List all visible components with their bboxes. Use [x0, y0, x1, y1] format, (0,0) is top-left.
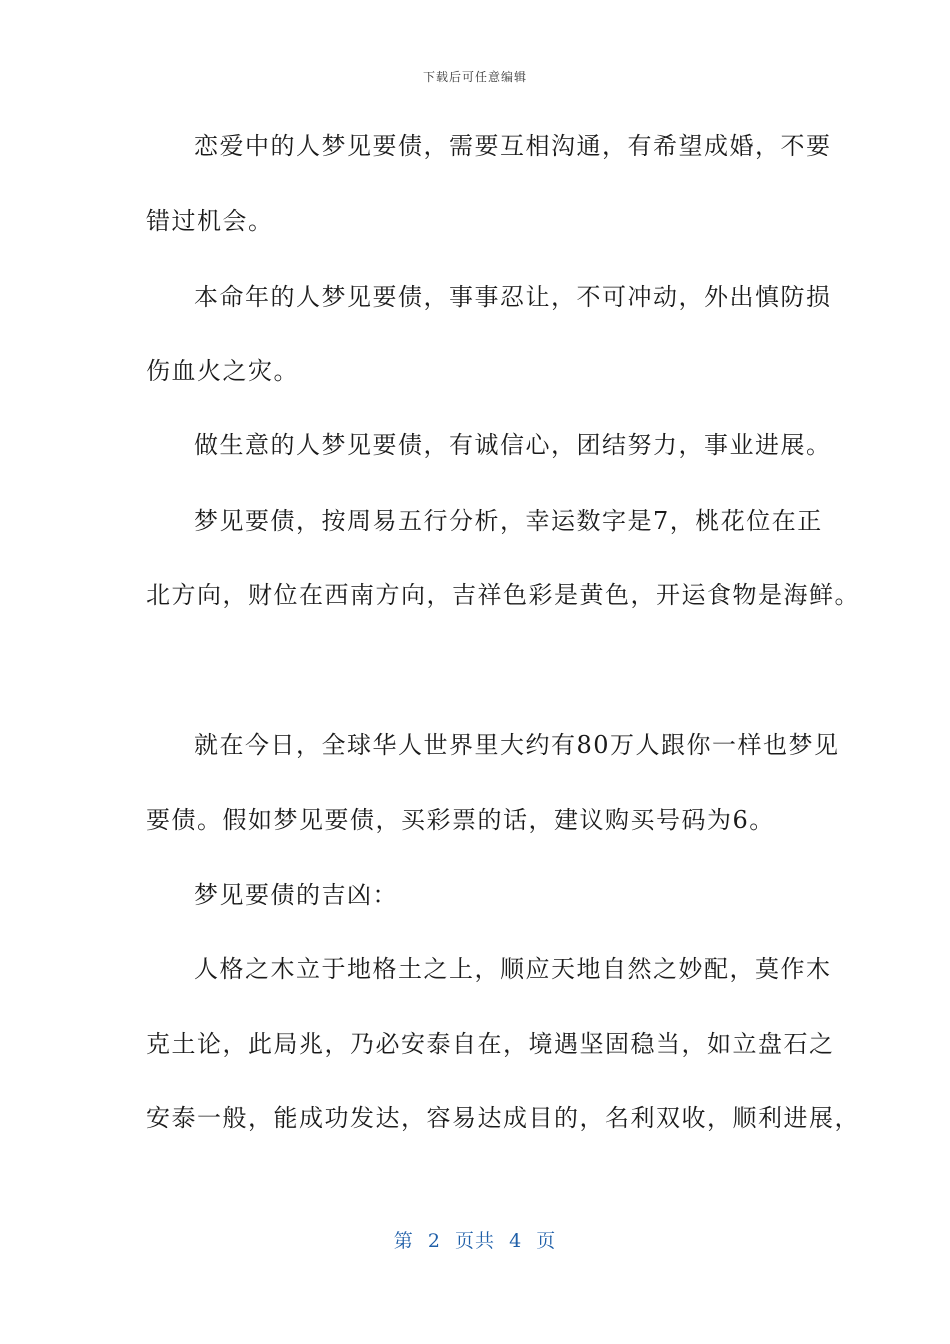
paragraph-line: 做生意的人梦见要债，有诚信心，团结努力，事业进展。 — [194, 431, 832, 459]
paragraph-line: 梦见要债的吉凶： — [194, 881, 398, 909]
paragraph-line: 错过机会。 — [146, 207, 274, 235]
paragraph-line: 要债。假如梦见要债，买彩票的话，建议购买号码为6。 — [146, 806, 775, 834]
paragraph-line: 北方向，财位在西南方向，吉祥色彩是黄色，开运食物是海鲜。 — [146, 581, 860, 609]
paragraph-line: 安泰一般，能成功发达，容易达成目的，名利双收，顺利进展， — [146, 1104, 860, 1132]
paragraph-line: 本命年的人梦见要债，事事忍让，不可冲动，外出慎防损 — [194, 283, 832, 311]
paragraph-line: 克土论，此局兆，乃必安泰自在，境遇坚固稳当，如立盘石之 — [146, 1030, 835, 1058]
page-header: 下载后可任意编辑 — [422, 70, 527, 84]
paragraph-line: 伤血火之灾。 — [146, 357, 299, 385]
paragraph-line: 梦见要债，按周易五行分析，幸运数字是7，桃花位在正 — [194, 507, 823, 535]
page-number: 第 2 页共 4 页 — [393, 1230, 557, 1252]
paragraph-line: 人格之木立于地格土之上，顺应天地自然之妙配，莫作木 — [194, 955, 832, 983]
paragraph-line: 就在今日，全球华人世界里大约有80万人跟你一样也梦见 — [194, 731, 840, 759]
paragraph-line: 恋爱中的人梦见要债，需要互相沟通，有希望成婚，不要 — [194, 132, 832, 160]
